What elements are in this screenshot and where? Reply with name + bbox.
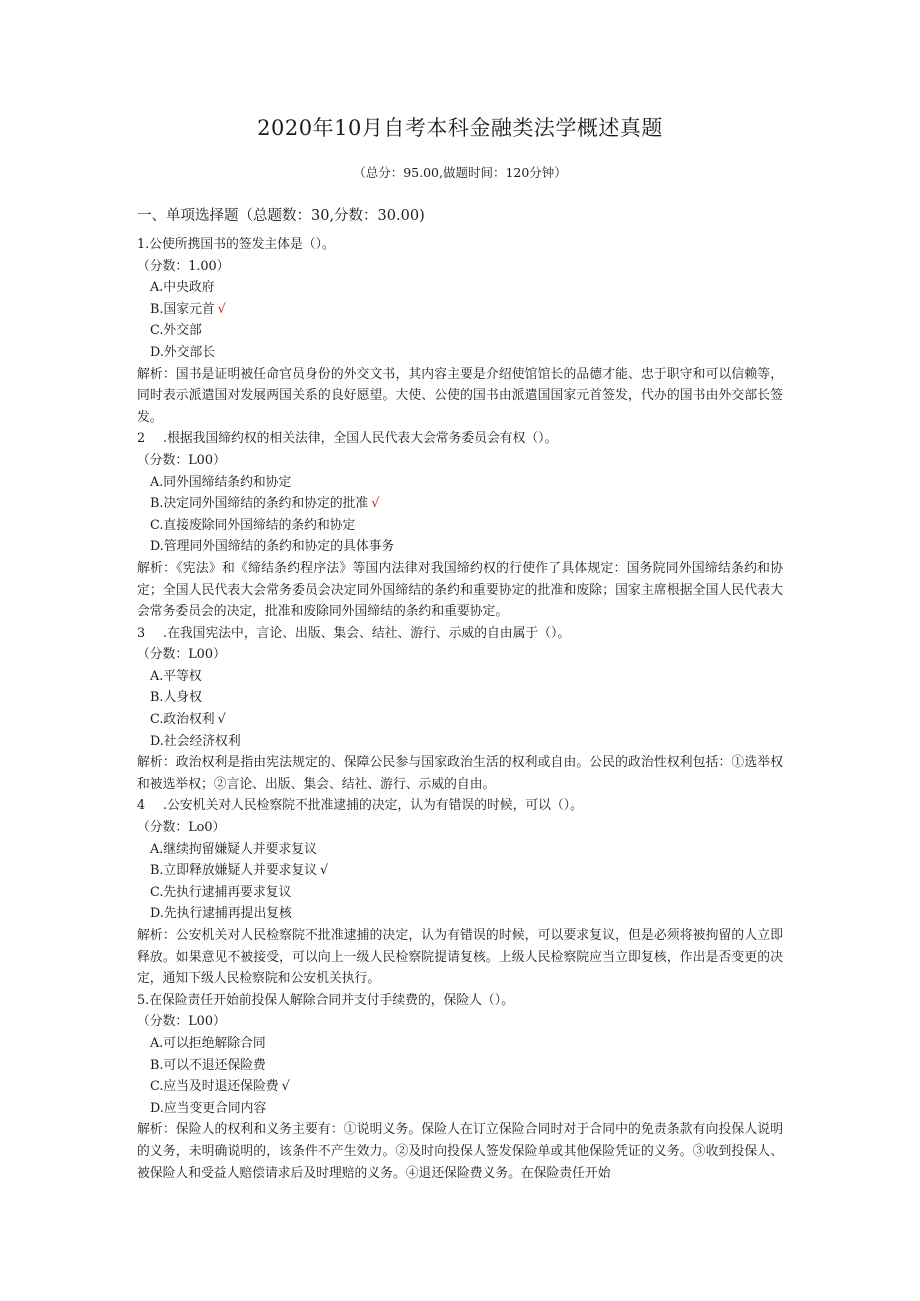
question-stem [137,623,783,645]
answer-analysis: 解析：公安机关对人民检察院不批准逮捕的决定，认为有错误的时候，可以要求复议，但是必须将被拘留的人立即释放。如果意见不被接受，可以向上一级人民检察院提请复核。上级人民检察院应当立即复核，作出是否变更的决定，通知下级人民检察院和公安机关执行。 [137,928,783,987]
document-title: 2020年10月自考本科金融类法学概述真题 [257,116,663,140]
question-stem [137,795,783,817]
question-2 [137,428,783,622]
question-4 [137,795,783,989]
option-a: A.可以拒绝解除合同 [150,1035,266,1051]
question-text: .在我国宪法中，言论、出版、集会、结社、游行、示威的自由属于（）。 [163,625,571,641]
question-number: 3 [137,625,146,641]
question-score: （分数：L00） [137,1014,226,1030]
option-d: D.外交部长 [150,344,216,360]
question-score: （分数：Lo0） [137,820,226,836]
option-b [137,299,783,321]
option-b: B.人身权 [150,690,202,706]
correct-check-icon: √ [371,496,380,512]
question-1 [137,234,783,428]
question-5 [137,990,783,1184]
exam-meta: （总分：95.00,做题时间：120分钟） [353,165,567,180]
question-number: 2 [137,431,146,447]
option-a: A.继续拘留嫌疑人并要求复议 [150,841,317,857]
option-c: C.外交部 [150,323,202,339]
option-text: B.决定同外国缔结的条约和协定的批准 [150,496,369,512]
correct-check-icon: √ [217,712,226,728]
option-b [137,493,783,515]
option-text: B.国家元首 [150,301,215,317]
option-d: D.应当变更合同内容 [150,1100,267,1116]
option-a: A.中央政府 [150,280,215,296]
question-text: .根据我国缔约权的相关法律，全国人民代表大会常务委员会有权（）。 [163,431,558,447]
question-stem [137,428,783,450]
option-c [137,709,783,731]
option-text: B.立即释放嫌疑人并要求复议 [150,863,318,879]
question-stem: 5.在保险责任开始前投保人解除合同并支付手续费的，保险人（）。 [137,992,514,1008]
answer-analysis: 解析：保险人的权利和义务主要有：①说明义务。保险人在订立保险合同时对于合同中的免责条款有向投保人说明的义务，未明确说明的，该条件不产生效力。②及时向投保人签发保险单或其他保险凭证的义务。③收到投保人、被保险人和受益人赔偿请求后及时理赔的义务。④退还保险费义务。在保险责任开始 [137,1122,783,1181]
question-3 [137,623,783,796]
option-a: A.平等权 [150,668,202,684]
answer-analysis: 解析：《宪法》和《缔结条约程序法》等国内法律对我国缔约权的行使作了具体规定：国务院同外国缔结条约和协定；全国人民代表大会常务委员会决定同外国缔结的条约和重要协定的批准和废除；国家主席根据全国人民代表大会常务委员会的决定，批准和废除同外国缔结的条约和重要协定。 [137,560,783,620]
option-d: D.先执行逮捕再提出复核 [150,906,292,922]
option-c: C.先执行逮捕再要求复议 [150,884,292,900]
option-d: D.社会经济权利 [150,733,241,749]
correct-check-icon: √ [281,1079,290,1095]
answer-analysis: 解析：国书是证明被任命官员身份的外交文书，其内容主要是介绍使馆馆长的品德才能、忠于职守和可以信赖等，同时表示派遣国对发展两国关系的良好愿望。大使、公使的国书由派遣国国家元首签发，代办的国书由外交部长签发。 [137,366,783,425]
section-heading: 一、单项选择题（总题数：30,分数：30.00) [137,208,425,224]
question-stem: 1.公使所携国书的签发主体是（）。 [137,237,335,252]
option-c [137,1076,783,1098]
question-score: （分数：L00） [137,647,226,663]
correct-check-icon: √ [320,863,329,879]
question-text: .公安机关对人民检察院不批准逮捕的决定，认为有错误的时候，可以（）。 [163,798,583,814]
option-b: B.可以不退还保险费 [150,1057,266,1073]
option-d: D.管理同外国缔结的条约和协定的具体事务 [150,539,395,555]
option-text: C.政治权利 [150,712,215,728]
question-list [137,234,783,1184]
option-c: C.直接废除同外国缔结的条约和协定 [150,517,356,533]
option-a: A.同外国缔结条约和协定 [150,474,292,490]
correct-check-icon: √ [217,301,226,317]
answer-analysis: 解析：政治权利是指由宪法规定的、保障公民参与国家政治生活的权利或自由。公民的政治性权利包括：①选举权和被选举权；②言论、出版、集会、结社、游行、示威的自由。 [137,755,783,792]
question-number: 4 [137,798,146,814]
question-score: （分数：L00） [137,452,226,468]
question-score: （分数：1.00） [137,258,230,274]
option-b [137,860,783,882]
option-text: C.应当及时退还保险费 [150,1079,279,1095]
